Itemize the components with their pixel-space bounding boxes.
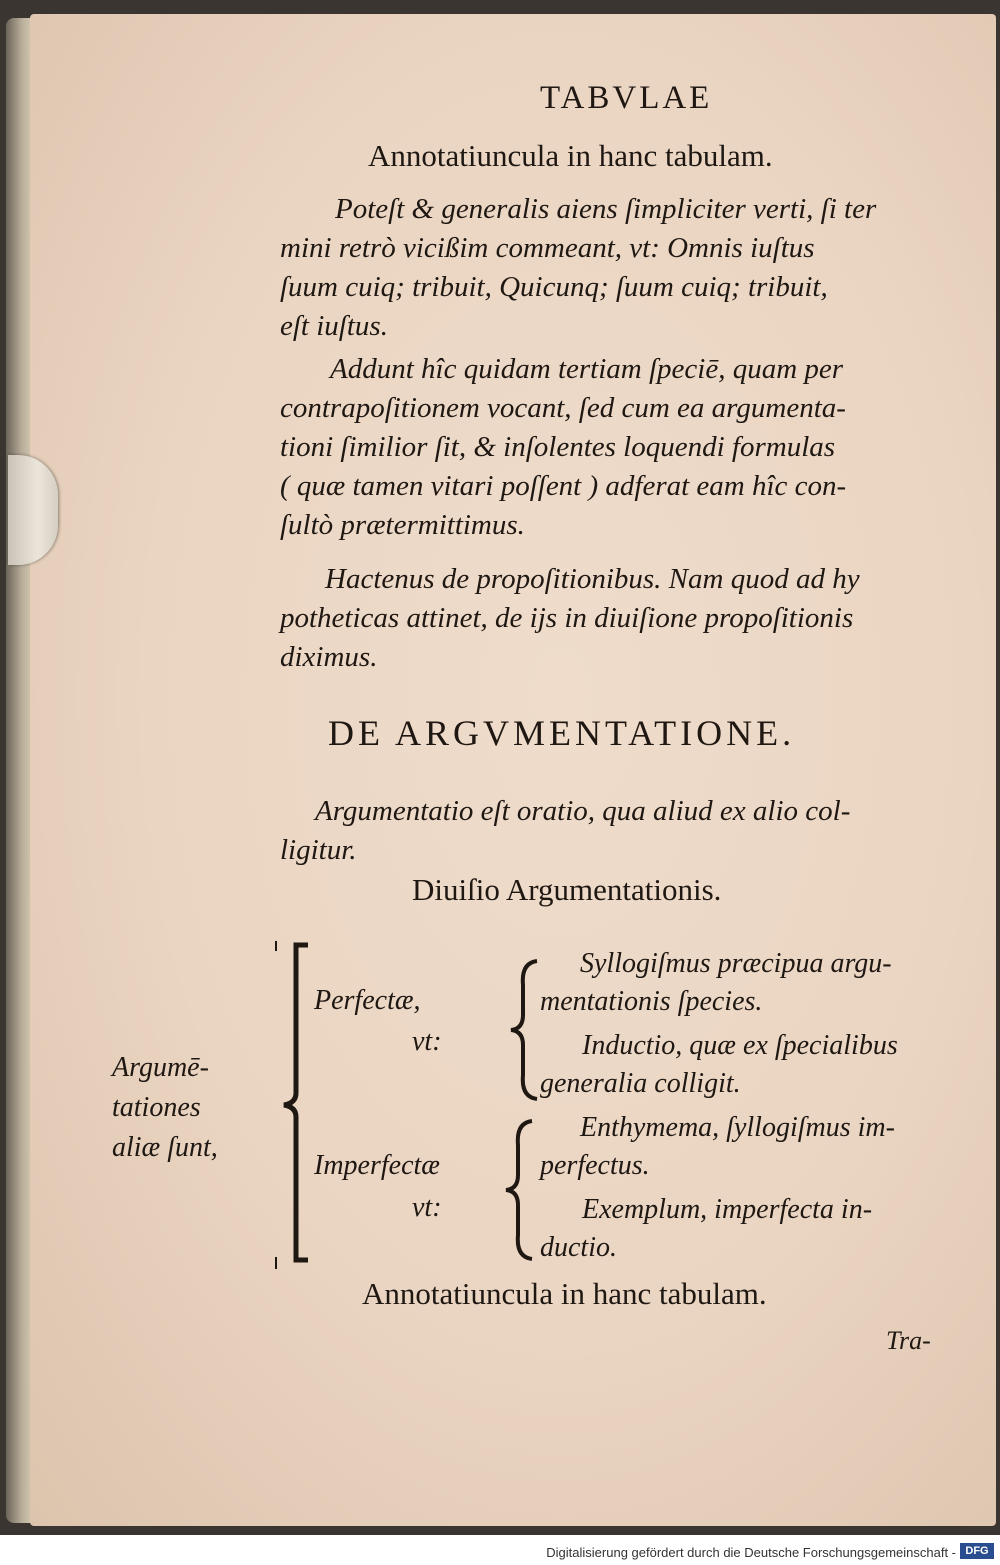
text-line: ſultò prætermittimus. [280, 509, 525, 541]
text-line: ſuum cuiq; tribuit, Quicunq; ſuum cuiq; tribuit, [280, 271, 828, 303]
paragraph-1 [280, 190, 960, 346]
footer-credit: Digitalisierung gefördert durch die Deutsche Forschungsgemeinschaft - [546, 1545, 956, 1560]
running-title: TABVLAE [540, 80, 713, 116]
imperfect-item-line: Enthymema, ſyllogiſmus im- [580, 1112, 895, 1143]
catchword: Tra- [886, 1326, 931, 1355]
closing-heading: Annotatiuncula in hanc tabulam. [362, 1276, 767, 1311]
text-line: ligitur. [280, 834, 357, 866]
text-line: eſt iuſtus. [280, 310, 388, 342]
text-line: Hactenus de propoſitionibus. Nam quod ad hy [325, 563, 860, 595]
section-title: DE ARGVMENTATIONE. [328, 713, 796, 753]
perfect-item-line: mentationis ſpecies. [540, 986, 763, 1017]
text-line: Addunt hîc quidam tertiam ſpeciē, quam per [330, 353, 844, 385]
perfect-item-line: generalia colligit. [540, 1068, 741, 1099]
perfect-item-line: Inductio, quæ ex ſpecialibus [582, 1030, 898, 1061]
dfg-logo: DFG [960, 1543, 994, 1559]
paragraph-3 [280, 560, 960, 677]
definition-paragraph [280, 792, 960, 870]
root-label-line: aliæ ſunt, [112, 1132, 218, 1163]
text-line: ( quæ tamen vitari poſſent ) adferat eam hîc con- [280, 470, 847, 502]
text-line: potheticas attinet, de ijs in diuiſione propoſitionis [280, 602, 854, 634]
perfect-item-line: Syllogiſmus præcipua argu- [580, 948, 892, 979]
imperfect-item-line: Exemplum, imperfecta in- [582, 1194, 873, 1225]
text-line: tioni ſimilior ſit, & inſolentes loquendi formulas [280, 431, 836, 463]
imperfect-label: Imperfectæ [314, 1150, 440, 1181]
division-title: Diuiſio Argumentationis. [412, 872, 722, 907]
paragraph-2 [280, 350, 960, 545]
imperfect-item-line: ductio. [540, 1232, 617, 1263]
root-label-line: tationes [112, 1092, 201, 1123]
imperfect-brace [500, 1115, 540, 1265]
perfect-label: Perfectæ, [314, 985, 421, 1016]
outer-bracket [262, 935, 322, 1275]
imperfect-item-line: perfectus. [540, 1150, 650, 1181]
perfect-vt-label: vt: [412, 1026, 442, 1057]
annotation-heading: Annotatiuncula in hanc tabulam. [368, 138, 773, 173]
perfect-brace [505, 955, 545, 1105]
imperfect-vt-label: vt: [412, 1192, 442, 1223]
text-line: Poteſt & generalis aiens ſimpliciter verti, ſi ter [335, 193, 877, 225]
text-line: contrapoſitionem vocant, ſed cum ea argumenta- [280, 392, 846, 424]
text-line: mini retrò vicißim commeant, vt: Omnis iuſtus [280, 232, 815, 264]
text-line: diximus. [280, 641, 378, 673]
text-line: Argumentatio eſt oratio, qua aliud ex alio col- [315, 795, 851, 827]
root-label-line: Argumē- [112, 1052, 209, 1083]
